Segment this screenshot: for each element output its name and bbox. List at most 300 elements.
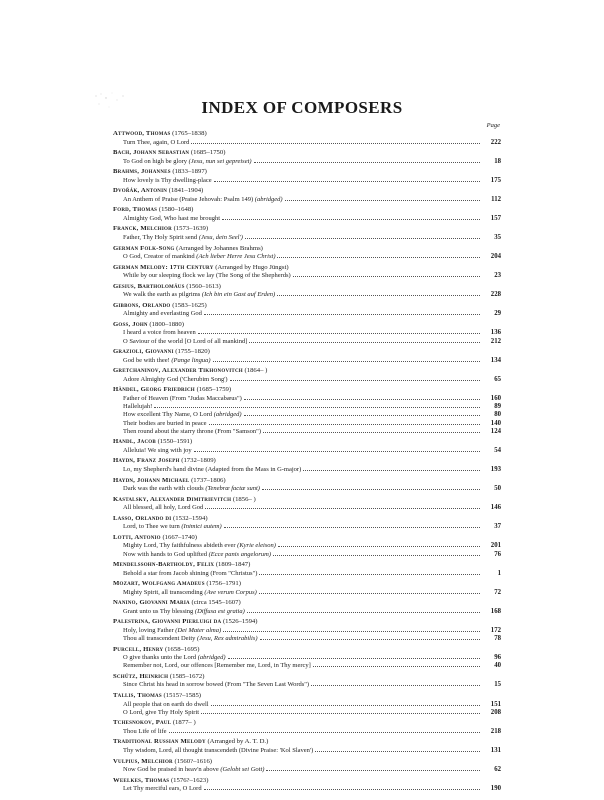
page-number: 1 (497, 569, 501, 577)
dot-leader (213, 361, 480, 362)
composer-line (113, 534, 501, 543)
page-number: 136 (490, 329, 501, 337)
composer-line (113, 386, 501, 395)
page-number: 172 (490, 626, 501, 634)
work-title: Father, Thy Holy Spirit send (Jesu, dein Seel') (123, 233, 243, 241)
dot-leader (249, 342, 480, 343)
composer-dates: (circa 1545–1607) (189, 599, 241, 607)
work-title: Grant unto us Thy blessing (Diffusa est gratia) (123, 607, 245, 615)
composer-line (113, 777, 501, 786)
work-row (113, 701, 501, 709)
composer-entry (113, 438, 501, 455)
work-title: Let Thy merciful ears, O Lord (123, 785, 202, 793)
page-number: 218 (490, 727, 501, 735)
page-number: 204 (490, 253, 501, 261)
work-title: Turn Thee, again, O Lord (123, 138, 190, 146)
work-row (113, 654, 501, 662)
composer-name: Franck, Melchior (113, 225, 172, 233)
page-number: 65 (494, 375, 501, 383)
composer-dates: (1685–1750) (189, 149, 226, 157)
composer-entry (113, 496, 501, 513)
work-original-title: (Ach lieber Herre Jesu Christ) (194, 253, 276, 261)
dot-leader (285, 200, 480, 201)
composer-name: German Melody: 17th Century (113, 263, 214, 271)
dot-leader (204, 314, 480, 315)
work-row (113, 766, 501, 774)
page-number: 15 (494, 681, 501, 689)
composer-dates: (1833–1897) (170, 168, 207, 176)
page-number: 146 (490, 504, 501, 512)
work-row (113, 253, 501, 261)
work-title: Their bodies are buried in peace (123, 419, 207, 427)
dot-leader (169, 732, 481, 733)
work-title: How excellent Thy Name, O Lord (abridged) (123, 411, 242, 419)
work-row (113, 466, 501, 474)
composer-dates: (1515?–1585) (161, 692, 202, 700)
composer-dates: (1841–1904) (167, 187, 204, 195)
work-title: Adore Almighty God ('Cherubim Song') (123, 375, 228, 383)
page-column-header: Page (486, 122, 500, 129)
dot-leader (262, 489, 480, 490)
composer-entry (113, 386, 501, 436)
composer-dates: (1732–1809) (179, 457, 216, 465)
work-row (113, 272, 501, 280)
composer-name: Gesius, Bartholomäus (113, 282, 185, 290)
composer-entry (113, 599, 501, 616)
composer-entry (113, 646, 501, 671)
dot-leader (154, 407, 480, 408)
dot-leader (263, 432, 480, 433)
dot-leader (266, 770, 480, 771)
work-row (113, 662, 501, 670)
dot-leader (222, 219, 480, 220)
composer-name: Lasso, Orlando di (113, 514, 172, 522)
work-original-title: (Ecce panis angelorum) (206, 550, 272, 558)
page-number: 78 (494, 635, 501, 643)
composer-name: Tchesnokov, Paul (113, 719, 172, 727)
composer-name: Händel, Georg Friedrich (113, 386, 195, 394)
composer-dates: (1580–1648) (157, 206, 194, 214)
dot-leader (230, 380, 480, 381)
dot-leader (247, 612, 480, 613)
page-number: 160 (490, 394, 501, 402)
work-title: O God, Creator of mankind (Ach lieber Herre Jesu Christ) (123, 253, 276, 261)
dot-leader (194, 451, 480, 452)
composer-name: Weelkes, Thomas (113, 776, 170, 784)
composer-name: Tallis, Thomas (113, 692, 162, 700)
work-original-title: (Jesu, Rex admirabilis) (195, 635, 258, 643)
composer-name: Grazioli, Giovanni (113, 348, 174, 356)
work-row (113, 411, 501, 419)
composer-name: Brahms, Johannes (113, 168, 171, 176)
page-number: 80 (494, 411, 501, 419)
work-title: Then round about the starry throne (From "Samson") (123, 427, 261, 435)
page-number: 50 (494, 485, 501, 493)
work-row (113, 504, 501, 512)
composer-entry (113, 719, 501, 736)
work-row (113, 627, 501, 635)
page-number: 23 (494, 272, 501, 280)
work-row (113, 403, 501, 411)
dot-leader (254, 162, 480, 163)
work-row (113, 785, 501, 793)
composer-entry (113, 168, 501, 185)
composer-entry (113, 758, 501, 775)
work-original-title: (Pange lingua) (169, 356, 211, 364)
work-row (113, 234, 501, 242)
dot-leader (278, 546, 480, 547)
page-number: 112 (491, 195, 501, 203)
work-row (113, 395, 501, 403)
composer-line (113, 738, 501, 747)
work-title: Now God be praised in heav'n above (Gelobt sei Gott) (123, 766, 265, 774)
composer-entry (113, 561, 501, 578)
dot-leader (191, 143, 480, 144)
composer-line (113, 477, 501, 486)
composer-name: Purcell, Henry (113, 645, 164, 653)
dot-leader (315, 751, 480, 752)
work-original-title: (Ave verum Corpus) (202, 588, 257, 596)
work-row (113, 291, 501, 299)
composer-dates: (1560?–1616) (172, 757, 213, 765)
composer-entry (113, 777, 501, 794)
page-number: 212 (490, 337, 501, 345)
work-original-title: (Tenebræ factæ sunt) (203, 485, 260, 493)
composer-name: Mozart, Wolfgang Amadeus (113, 580, 205, 588)
composer-entry (113, 206, 501, 223)
composer-line (113, 561, 501, 570)
composer-entry (113, 321, 501, 346)
composer-line (113, 302, 501, 311)
composer-dates: (1756–1791) (204, 580, 241, 588)
work-title: Now with hands to God uplifted (Ecce panis angelorum) (123, 550, 272, 558)
dot-leader (223, 631, 480, 632)
composer-line (113, 438, 501, 447)
page-number: 62 (494, 766, 501, 774)
page-number: 222 (490, 138, 501, 146)
work-row (113, 215, 501, 223)
composer-name: Nanino, Giovanni Maria (113, 599, 190, 607)
work-row (113, 485, 501, 493)
composer-line (113, 599, 501, 608)
composer-name: Gretchaninov, Alexander Tikhonovitch (113, 367, 243, 375)
work-title: Hallelujah! (123, 403, 153, 411)
work-row (113, 158, 501, 166)
work-title: Lord, to Thee we turn (Inimici autem) (123, 523, 222, 531)
composer-name: Ford, Thomas (113, 206, 158, 214)
work-title: O Lord, give Thy Holy Spirit (123, 708, 200, 716)
composer-name: Lotti, Antonio (113, 533, 161, 541)
work-row (113, 551, 501, 559)
work-original-title: (Ich bin ein Gast auf Erden) (200, 291, 276, 299)
dot-leader (209, 424, 480, 425)
work-original-title: (abridged) (253, 195, 283, 203)
composer-entry (113, 283, 501, 300)
composer-dates: (1526–1594) (221, 618, 258, 626)
composer-dates: (1667–1740) (160, 533, 197, 541)
dot-leader (201, 713, 480, 714)
page-number: 124 (490, 427, 501, 435)
dot-leader (244, 415, 481, 416)
composer-dates: (Arranged by A. T. D.) (205, 738, 269, 746)
dot-leader (311, 685, 480, 686)
composer-entry (113, 477, 501, 494)
composer-entry (113, 515, 501, 532)
composer-line (113, 758, 501, 767)
dot-leader (259, 593, 480, 594)
work-title: Remember not, Lord, our offences [Remember me, Lord, in Thy mercy] (123, 662, 311, 670)
composer-entry (113, 534, 501, 559)
page-number: 37 (494, 523, 501, 531)
composer-dates: (1585–1672) (168, 672, 205, 680)
composer-entry (113, 692, 501, 717)
composer-name: Attwood, Thomas (113, 130, 171, 137)
composer-line (113, 367, 501, 376)
composer-name: Haydn, Franz Joseph (113, 457, 180, 465)
work-row (113, 338, 501, 346)
work-original-title: (abridged) (196, 654, 226, 662)
work-title: Lo, my Shepherd's hand divine (Adapted from the Mass in G-major) (123, 465, 302, 473)
work-original-title: (Kyrie eleison) (235, 542, 276, 550)
composer-entry (113, 348, 501, 365)
dot-leader (228, 658, 480, 659)
page-number: 72 (494, 588, 501, 596)
work-title: O Saviour of the world [O Lord of all mankind] (123, 337, 248, 345)
composer-name: Gibbons, Orlando (113, 301, 171, 309)
work-row (113, 310, 501, 318)
work-original-title: (abridged) (212, 411, 242, 419)
work-row (113, 420, 501, 428)
dot-leader (260, 639, 481, 640)
work-row (113, 747, 501, 755)
work-row (113, 329, 501, 337)
work-row (113, 608, 501, 616)
work-title: To God on high be glory (Jesu, nun sei gepreiset) (123, 157, 252, 165)
dot-leader (259, 574, 480, 575)
composer-line (113, 245, 501, 254)
page-number: 40 (494, 662, 501, 670)
work-original-title: (Gelobt sei Gott) (218, 766, 265, 774)
dot-leader (211, 705, 480, 706)
composer-entry (113, 187, 501, 204)
dot-leader (245, 238, 480, 239)
composer-dates: (1877– ) (171, 719, 196, 727)
dot-leader (198, 333, 480, 334)
composer-name: Palestrina, Giovanni Pierluigi da (113, 618, 222, 626)
composer-name: Haydn, Johann Michael (113, 476, 190, 484)
work-title: An Anthem of Praise (Praise Jehovah: Psalm 149) (abridged) (123, 195, 283, 203)
work-title: Thou all transcendent Deity (Jesu, Rex admirabilis) (123, 635, 258, 643)
work-title: All blessed, all holy, Lord God (123, 504, 204, 512)
work-row (113, 139, 501, 147)
composer-line (113, 225, 501, 234)
composer-line (113, 283, 501, 292)
page-number: 193 (490, 465, 501, 473)
composer-entry (113, 149, 501, 166)
work-title: O give thanks unto the Lord (abridged) (123, 654, 226, 662)
work-row (113, 357, 501, 365)
composer-line (113, 348, 501, 357)
composer-line (113, 187, 501, 196)
composer-line (113, 496, 501, 505)
work-title: Almighty and everlasting God (123, 310, 202, 318)
composer-dates: (1532–1594) (171, 514, 208, 522)
composer-line (113, 673, 501, 682)
composer-dates: (1550–1591) (155, 438, 193, 446)
page-number: 157 (490, 214, 501, 222)
work-title: I heard a voice from heaven (123, 329, 196, 337)
work-row (113, 681, 501, 689)
composer-line (113, 580, 501, 589)
composer-line (113, 457, 501, 466)
work-row (113, 447, 501, 455)
dot-leader (277, 257, 480, 258)
dot-leader (313, 666, 480, 667)
composer-line (113, 515, 501, 524)
page-number: 201 (490, 542, 501, 550)
composer-entry (113, 580, 501, 597)
page-number: 190 (490, 785, 501, 793)
composer-name: German Folk-Song (113, 244, 175, 252)
composer-dates: (1765–1838) (170, 130, 207, 137)
composer-line (113, 149, 501, 158)
composer-dates: (1658–1695) (163, 645, 200, 653)
work-row (113, 376, 501, 384)
work-row (113, 570, 501, 578)
composer-dates: (1737–1806) (189, 476, 226, 484)
work-title: Thy wisdom, Lord, all thought transcendeth (Divine Praise: 'Kol Slaven') (123, 746, 314, 754)
dot-leader (303, 470, 480, 471)
dot-leader (277, 295, 480, 296)
work-row (113, 177, 501, 185)
composer-entry (113, 302, 501, 319)
composer-line (113, 168, 501, 177)
work-title: Since Christ his head in sorrow bowed (From "The Seven Last Words") (123, 681, 310, 689)
work-original-title: (Dei Mater alma) (173, 626, 222, 634)
composer-dates: (Arranged by Hugo Jüngst) (213, 263, 289, 271)
composer-line (113, 264, 501, 273)
work-title: All people that on earth do dwell (123, 700, 209, 708)
composer-entry (113, 130, 501, 147)
page-number: 131 (490, 746, 501, 754)
page-number: 18 (494, 157, 501, 165)
composer-index (113, 130, 501, 793)
work-row (113, 635, 501, 643)
work-title: While by our sleeping flock we lay (The Song of the Shepherds) (123, 272, 291, 280)
work-title: Father of Heaven (From "Judas Maccabæus") (123, 394, 242, 402)
composer-line (113, 692, 501, 701)
composer-entry (113, 618, 501, 643)
work-title: Dark was the earth with clouds (Tenebræ factæ sunt) (123, 485, 260, 493)
composer-dates: (1685–1759) (194, 386, 232, 394)
work-original-title: (Diffusa est gratia) (193, 607, 245, 615)
composer-dates: (1800–1880) (147, 320, 184, 328)
dot-leader (224, 527, 480, 528)
page-number: 151 (490, 700, 501, 708)
composer-entry (113, 245, 501, 262)
composer-dates: (1809–1847) (214, 561, 251, 569)
composer-name: Handl, Jacob (113, 438, 156, 446)
work-original-title: (Jesu, dein Seel') (197, 233, 243, 241)
page-number: 29 (494, 310, 501, 318)
page-number: 54 (494, 446, 501, 454)
work-title: God be with thee! (Pange lingua) (123, 356, 211, 364)
composer-dates: (1560–1613) (184, 282, 221, 290)
page-number: 175 (490, 176, 501, 184)
composer-name: Kastalsky, Alexander Dimitrievitch (113, 495, 232, 503)
composer-name: Bach, Johann Sebastian (113, 149, 190, 157)
composer-entry (113, 367, 501, 384)
composer-name: Schütz, Heinrich (113, 672, 169, 680)
page-number: 96 (494, 654, 501, 662)
composer-entry (113, 457, 501, 474)
work-title: We walk the earth as pilgrims (Ich bin ein Gast auf Erden) (123, 291, 276, 299)
work-title: Almighty God, Who hast me brought (123, 214, 221, 222)
page-number: 168 (490, 607, 501, 615)
composer-name: Dvořák, Antonin (113, 187, 168, 195)
composer-line (113, 321, 501, 330)
composer-dates: (1856– ) (231, 495, 256, 503)
work-title: Mighty Spirit, all transcending (Ave verum Corpus) (123, 588, 257, 596)
composer-dates: (1583–1625) (170, 301, 207, 309)
page-number: 140 (490, 419, 501, 427)
work-row (113, 542, 501, 550)
work-original-title: (Jesu, nun sei gepreiset) (187, 157, 252, 165)
composer-entry (113, 264, 501, 281)
composer-name: Goss, John (113, 320, 148, 328)
page-number: 134 (490, 356, 501, 364)
work-title: Thou Life of life (123, 727, 167, 735)
composer-entry (113, 673, 501, 690)
composer-dates: (1864– ) (242, 367, 268, 375)
dot-leader (205, 508, 480, 509)
composer-entry (113, 738, 501, 755)
work-title: Mighty Lord, Thy faithfulness abideth ever (Kyrie eleison) (123, 542, 276, 550)
composer-name: Traditional Russian Melody (113, 738, 206, 746)
page-title: INDEX OF COMPOSERS (201, 98, 403, 117)
composer-entry (113, 225, 501, 242)
composer-dates: (1573–1639) (171, 225, 209, 233)
work-original-title: (Inimici autem) (179, 523, 222, 531)
dot-leader (293, 276, 480, 277)
dot-leader (204, 789, 480, 790)
composer-line (113, 618, 501, 627)
composer-line (113, 719, 501, 728)
page-number: 208 (490, 708, 501, 716)
work-title: Alleluia! We sing with joy (123, 446, 192, 454)
page-number: 35 (494, 233, 501, 241)
work-row (113, 196, 501, 204)
work-title: Behold a star from Jacob shining (From "Christus") (123, 569, 258, 577)
composer-line (113, 130, 501, 139)
dot-leader (214, 181, 480, 182)
work-row (113, 589, 501, 597)
composer-dates: (1755–1820) (173, 348, 210, 356)
work-title: How lovely is Thy dwelling-place (123, 176, 212, 184)
composer-name: Vulpius, Melchior (113, 757, 173, 765)
page-number: 89 (494, 403, 501, 411)
work-row (113, 728, 501, 736)
page-number: 76 (494, 550, 501, 558)
page-number: 228 (490, 291, 501, 299)
work-row (113, 709, 501, 717)
work-row (113, 428, 501, 436)
composer-dates: (1576?–1623) (169, 776, 209, 784)
dot-leader (273, 555, 480, 556)
composer-line (113, 206, 501, 215)
composer-line (113, 646, 501, 655)
work-row (113, 523, 501, 531)
